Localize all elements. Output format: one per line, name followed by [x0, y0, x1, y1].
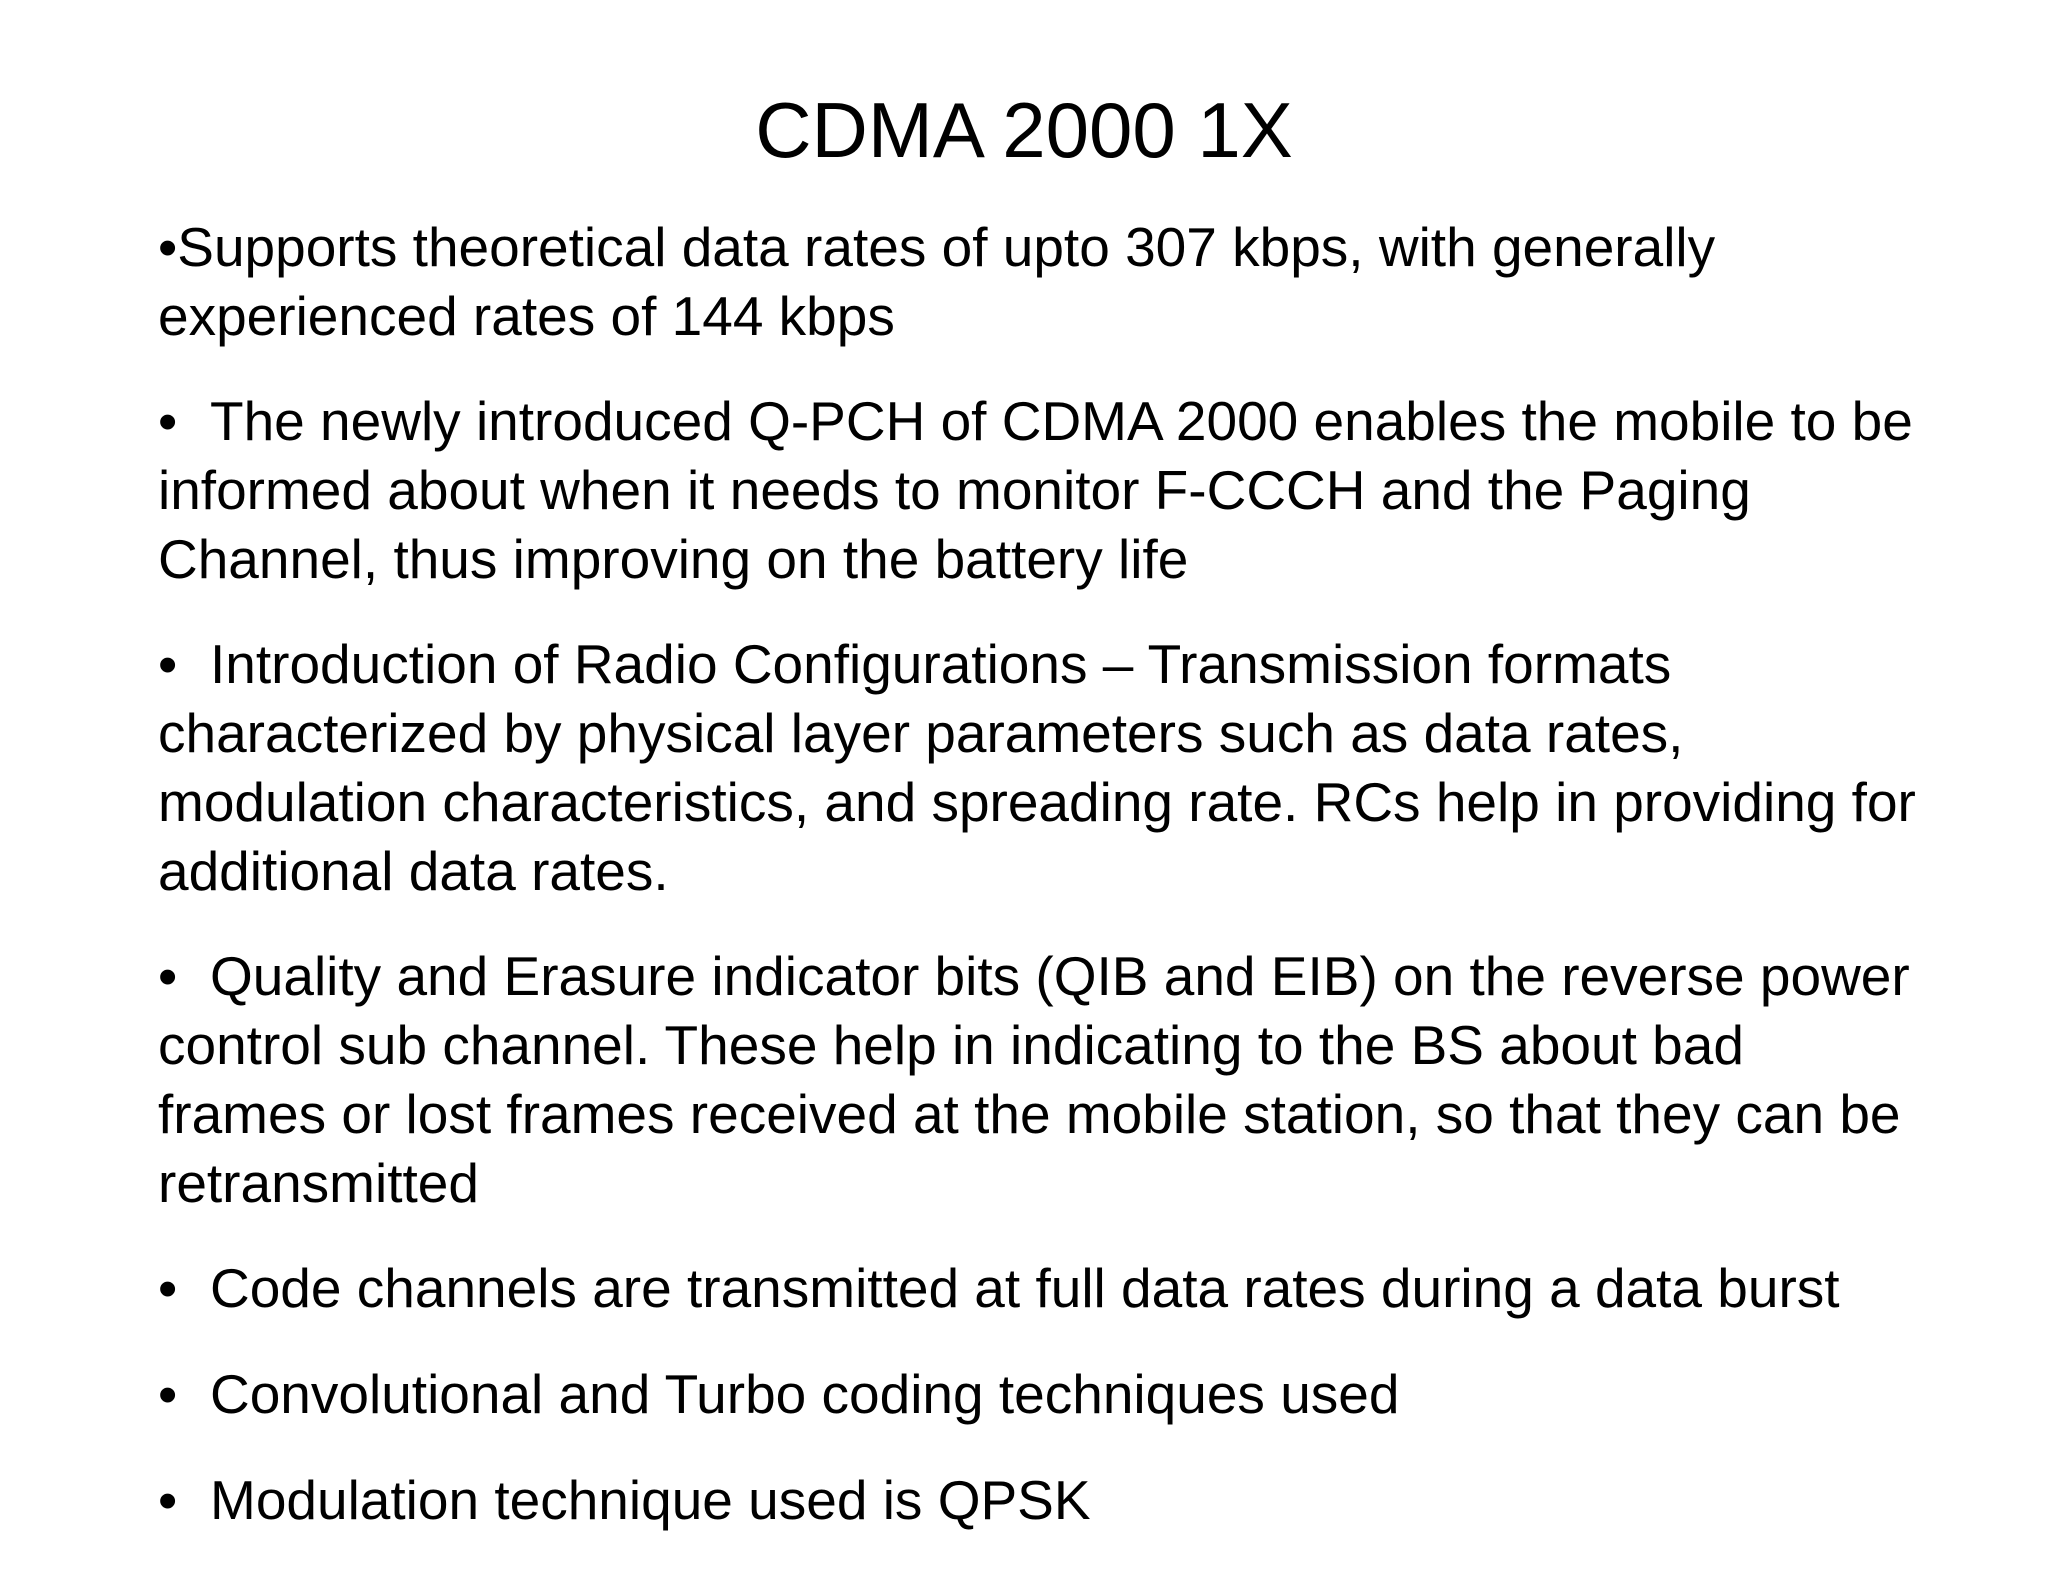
list-item [158, 1466, 1918, 1535]
bullet-text: Code channels are transmitted at full data rates during a data burst [210, 1257, 1840, 1319]
list-item [158, 1254, 1918, 1323]
bullet-text: Supports theoretical data rates of upto 307 kbps, with generally experienced rates of 144 kbps [158, 216, 1716, 347]
list-item [158, 630, 1918, 906]
list-item [158, 1360, 1918, 1429]
bullet-icon: • [158, 945, 178, 1007]
bullet-text: Quality and Erasure indicator bits (QIB and EIB) on the reverse power control sub channel. These help in indicating to the BS about bad frames or lost frames received at the mobile station, so that they can be retransmitted [158, 945, 1910, 1214]
bullet-icon: • [158, 216, 178, 278]
bullet-text: The newly introduced Q-PCH of CDMA 2000 enables the mobile to be informed about when it needs to monitor F-CCCH and the Paging Channel, thus improving on the battery life [158, 390, 1913, 590]
bullet-text: Modulation technique used is QPSK [210, 1469, 1091, 1531]
list-item [158, 387, 1918, 594]
bullet-icon: • [158, 1257, 178, 1319]
list-item [158, 213, 1918, 351]
bullet-icon: • [158, 390, 178, 452]
bullet-icon: • [158, 633, 178, 695]
bullet-list [158, 213, 1918, 1572]
slide-title: CDMA 2000 1X [755, 86, 1293, 174]
list-item [158, 942, 1918, 1218]
bullet-icon: • [158, 1469, 178, 1531]
bullet-text: Introduction of Radio Configurations – Transmission formats characterized by physical layer parameters such as data rates, modulation characteristics, and spreading rate. RCs help in providing for additional data rates. [158, 633, 1916, 902]
bullet-text: Convolutional and Turbo coding techniques used [210, 1363, 1400, 1425]
bullet-icon: • [158, 1363, 178, 1425]
